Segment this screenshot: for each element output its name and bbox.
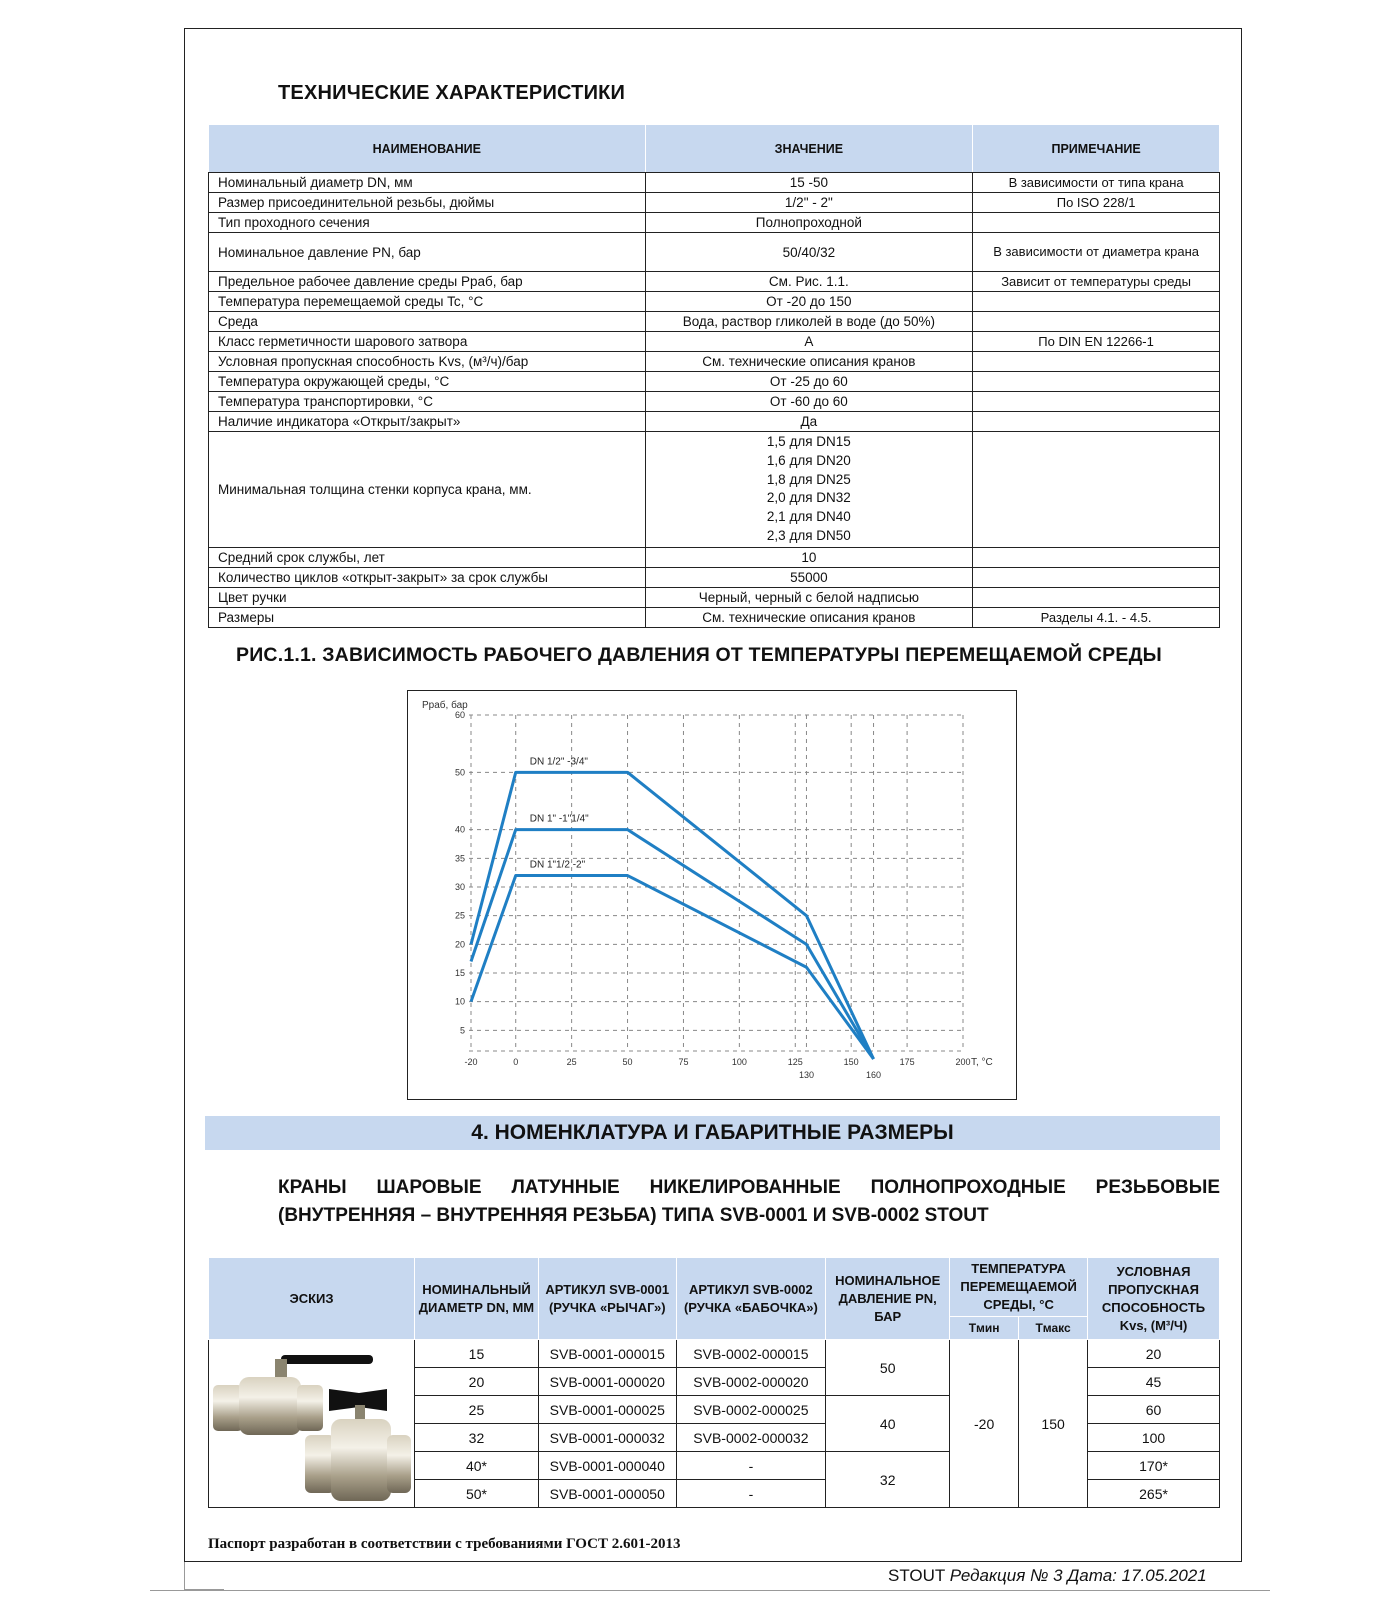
specs-header-note: ПРИМЕЧАНИЕ <box>973 125 1220 173</box>
nom-kvs: 60 <box>1088 1396 1220 1424</box>
chart-y-tick-label: 20 <box>454 939 465 950</box>
spec-note <box>973 567 1220 587</box>
chart-x-tick-label: 125 <box>787 1057 803 1067</box>
table-row <box>209 432 1220 548</box>
nom-header-dn: НОМИНАЛЬНЫЙ ДИАМЕТР DN, ММ <box>414 1258 538 1340</box>
chart-x-tick-label: 200 <box>955 1057 971 1067</box>
chart-x-tick-label: 175 <box>899 1057 915 1067</box>
nom-art1: SVB-0001-000015 <box>538 1340 676 1368</box>
nom-art1: SVB-0001-000025 <box>538 1396 676 1424</box>
edition-number: Редакция № 3 <box>949 1566 1063 1585</box>
spec-name: Наличие индикатора «Открыт/закрыт» <box>209 412 646 432</box>
table-row <box>209 412 1220 432</box>
spec-name: Условная пропускная способность Kvs, (м³/ч)/бар <box>209 352 646 372</box>
wall-thickness-item: 1,8 для DN25 <box>766 471 851 487</box>
spec-value: См. Рис. 1.1. <box>645 272 973 292</box>
chart-x-tick-label: 75 <box>678 1057 689 1067</box>
spec-name: Среда <box>209 312 646 332</box>
spec-note: В зависимости от диаметра крана <box>973 233 1220 272</box>
chart-y-tick-label: 50 <box>454 767 465 778</box>
spec-value: От -20 до 150 <box>645 292 973 312</box>
nom-header-kvs: УСЛОВНАЯ ПРОПУСКНАЯ СПОСОБНОСТЬ Kvs, (М³/Ч) <box>1088 1258 1220 1340</box>
spec-note: По DIN EN 12266-1 <box>973 332 1220 352</box>
nom-art2: SVB-0002-000025 <box>676 1396 826 1424</box>
nom-dn: 20 <box>414 1368 538 1396</box>
chart-x-tick-label: 50 <box>622 1057 633 1067</box>
table-row <box>209 547 1220 567</box>
specs-table <box>208 124 1220 628</box>
table-row <box>209 193 1220 213</box>
spec-value: Вода, раствор гликолей в воде (до 50%) <box>645 312 973 332</box>
chart-y-tick-label: 60 <box>454 710 465 720</box>
spec-value: 15 -50 <box>645 173 973 193</box>
specs-title: ТЕХНИЧЕСКИЕ ХАРАКТЕРИСТИКИ <box>278 82 626 104</box>
spec-value: 1/2" - 2" <box>645 193 973 213</box>
spec-value: Черный, черный с белой надписью <box>645 587 973 607</box>
product-subtitle-line1: КРАНЫ ШАРОВЫЕ ЛАТУННЫЕ НИКЕЛИРОВАННЫЕ ПОЛНОПРОХОДНЫЕ РЕЗЬБОВЫЕ <box>278 1177 1220 1198</box>
nom-art1: SVB-0001-000032 <box>538 1424 676 1452</box>
table-row <box>209 233 1220 272</box>
nom-tmax: 150 <box>1019 1340 1088 1508</box>
nom-kvs: 45 <box>1088 1368 1220 1396</box>
gost-note: Паспорт разработан в соответствии с требованиями ГОСТ 2.601-2013 <box>208 1536 681 1552</box>
chart-series-label: DN 1"1/2 -2" <box>529 859 586 871</box>
chart-y-tick-label: 25 <box>454 910 465 921</box>
spec-name: Номинальное давление PN, бар <box>209 233 646 272</box>
section-title: 4. НОМЕНКЛАТУРА И ГАБАРИТНЫЕ РАЗМЕРЫ <box>205 1116 1220 1150</box>
brand-name: STOUT <box>888 1566 945 1585</box>
spec-note: Зависит от температуры среды <box>973 272 1220 292</box>
figure-title: РИС.1.1. ЗАВИСИМОСТЬ РАБОЧЕГО ДАВЛЕНИЯ ОТ ТЕМПЕРАТУРЫ ПЕРЕМЕЩАЕМОЙ СРЕДЫ <box>236 644 1162 666</box>
table-row <box>209 372 1220 392</box>
table-row <box>209 173 1220 193</box>
nom-art2: - <box>676 1480 826 1508</box>
chart-x-tick-label: -20 <box>464 1057 478 1067</box>
valve-sketch <box>209 1340 415 1508</box>
nom-art2: SVB-0002-000032 <box>676 1424 826 1452</box>
chart-y-axis-label: Pраб, бар <box>422 700 468 711</box>
nom-art2: - <box>676 1452 826 1480</box>
spec-note <box>973 352 1220 372</box>
nom-dn: 32 <box>414 1424 538 1452</box>
chart-series-line <box>471 876 874 1059</box>
chart-series-label: DN 1" -1"1/4" <box>529 813 589 825</box>
chart-x-tick-label: 160 <box>866 1070 882 1080</box>
chart-x-tick-label: 25 <box>566 1057 577 1067</box>
spec-name: Цвет ручки <box>209 587 646 607</box>
nom-kvs: 265* <box>1088 1480 1220 1508</box>
spec-name: Предельное рабочее давление среды Pраб, бар <box>209 272 646 292</box>
nom-header-art2: АРТИКУЛ SVB-0002 (РУЧКА «БАБОЧКА») <box>676 1258 826 1340</box>
chart-y-tick-label: 15 <box>454 968 465 978</box>
spec-value: См. технические описания кранов <box>645 607 973 627</box>
table-row <box>209 587 1220 607</box>
nom-art1: SVB-0001-000050 <box>538 1480 676 1508</box>
spec-value: От -25 до 60 <box>645 372 973 392</box>
spec-note <box>973 312 1220 332</box>
spec-note <box>973 392 1220 412</box>
spec-value: A <box>645 332 973 352</box>
edition-date: Дата: 17.05.2021 <box>1067 1566 1207 1585</box>
ball-valve-image <box>209 1341 413 1503</box>
table-row <box>209 272 1220 292</box>
table-row <box>209 607 1220 627</box>
nom-pn: 40 <box>826 1396 950 1452</box>
chart-y-tick-label: 30 <box>454 882 465 892</box>
spec-value: 10 <box>645 547 973 567</box>
nom-art2: SVB-0002-000020 <box>676 1368 826 1396</box>
spec-note <box>973 547 1220 567</box>
wall-thickness-item: 1,6 для DN20 <box>766 452 851 468</box>
chart-x-tick-label: 150 <box>843 1057 859 1067</box>
wall-thickness-item: 1,5 для DN15 <box>766 434 851 449</box>
nom-pn: 50 <box>826 1340 950 1396</box>
spec-value: См. технические описания кранов <box>645 352 973 372</box>
nom-dn: 15 <box>414 1340 538 1368</box>
nom-header-sketch: ЭСКИЗ <box>209 1258 415 1340</box>
spec-note <box>973 587 1220 607</box>
spec-name: Размер присоединительной резьбы, дюймы <box>209 193 646 213</box>
spec-note: По ISO 228/1 <box>973 193 1220 213</box>
spec-value: 50/40/32 <box>645 233 973 272</box>
chart-x-axis-label: T, °C <box>971 1057 993 1068</box>
edition-info <box>888 1566 1207 1586</box>
spec-name: Температура транспортировки, °C <box>209 392 646 412</box>
wall-thickness-item: 2,0 для DN32 <box>766 490 851 506</box>
wall-thickness-item: 2,1 для DN40 <box>766 509 851 525</box>
chart-x-tick-label: 0 <box>513 1057 519 1067</box>
table-row <box>209 352 1220 372</box>
table-row <box>209 567 1220 587</box>
nom-dn: 50* <box>414 1480 538 1508</box>
nom-dn: 25 <box>414 1396 538 1424</box>
product-subtitle-line2: (ВНУТРЕННЯЯ – ВНУТРЕННЯЯ РЕЗЬБА) ТИПА SVB-0001 И SVB-0002 STOUT <box>278 1205 989 1226</box>
nom-pn: 32 <box>826 1452 950 1508</box>
nom-header-art1: АРТИКУЛ SVB-0001 (РУЧКА «РЫЧАГ») <box>538 1258 676 1340</box>
nom-kvs: 100 <box>1088 1424 1220 1452</box>
spec-name: Тип проходного сечения <box>209 213 646 233</box>
footer-stamp-box <box>184 1562 224 1590</box>
table-row <box>209 292 1220 312</box>
spec-name: Количество циклов «открыт-закрыт» за срок службы <box>209 567 646 587</box>
spec-note: Разделы 4.1. - 4.5. <box>973 607 1220 627</box>
nom-header-tmax: Tмакс <box>1019 1317 1088 1340</box>
nomenclature-table <box>208 1257 1220 1508</box>
chart-x-tick-label: 100 <box>731 1057 747 1067</box>
spec-value: Да <box>645 412 973 432</box>
spec-note <box>973 292 1220 312</box>
nom-header-temp: ТЕМПЕРАТУРА ПЕРЕМЕЩАЕМОЙ СРЕДЫ, °C <box>950 1258 1088 1317</box>
chart-y-tick-label: 10 <box>454 996 465 1007</box>
spec-note <box>973 213 1220 233</box>
nom-dn: 40* <box>414 1452 538 1480</box>
chart-x-tick-label: 130 <box>798 1070 814 1080</box>
nom-kvs: 20 <box>1088 1340 1220 1368</box>
nom-art1: SVB-0001-000040 <box>538 1452 676 1480</box>
table-row <box>209 213 1220 233</box>
chart-y-tick-label: 5 <box>459 1025 465 1036</box>
chart-series-label: DN 1/2" -3/4" <box>529 756 588 768</box>
spec-name: Размеры <box>209 607 646 627</box>
wall-thickness-item: 2,3 для DN50 <box>766 527 851 543</box>
chart-y-tick-label: 35 <box>454 853 465 864</box>
chart-svg <box>408 691 1018 1101</box>
spec-name: Класс герметичности шарового затвора <box>209 332 646 352</box>
spec-note <box>973 432 1220 548</box>
spec-note <box>973 372 1220 392</box>
chart-y-tick-label: 40 <box>454 824 465 835</box>
spec-value: Полнопроходной <box>645 213 973 233</box>
spec-name: Номинальный диаметр DN, мм <box>209 173 646 193</box>
specs-header-value: ЗНАЧЕНИЕ <box>645 125 973 173</box>
footer-divider <box>150 1590 1270 1591</box>
table-row <box>209 392 1220 412</box>
spec-value-list <box>645 432 973 548</box>
nom-kvs: 170* <box>1088 1452 1220 1480</box>
specs-header-name: НАИМЕНОВАНИЕ <box>209 125 646 173</box>
table-row <box>209 312 1220 332</box>
table-row <box>209 332 1220 352</box>
spec-name: Средний срок службы, лет <box>209 547 646 567</box>
table-row <box>209 1340 1220 1368</box>
nom-art2: SVB-0002-000015 <box>676 1340 826 1368</box>
spec-note <box>973 412 1220 432</box>
spec-note: В зависимости от типа крана <box>973 173 1220 193</box>
spec-value: 55000 <box>645 567 973 587</box>
nom-art1: SVB-0001-000020 <box>538 1368 676 1396</box>
nom-header-tmin: Tмин <box>950 1317 1019 1340</box>
nom-header-pn: НОМИНАЛЬНОЕ ДАВЛЕНИЕ PN, БАР <box>826 1258 950 1340</box>
pressure-temperature-chart <box>407 690 1017 1100</box>
spec-name: Минимальная толщина стенки корпуса крана, мм. <box>209 432 646 548</box>
nom-tmin: -20 <box>950 1340 1019 1508</box>
spec-value: От -60 до 60 <box>645 392 973 412</box>
spec-name: Температура перемещаемой среды Tc, °C <box>209 292 646 312</box>
spec-name: Температура окружающей среды, °C <box>209 372 646 392</box>
